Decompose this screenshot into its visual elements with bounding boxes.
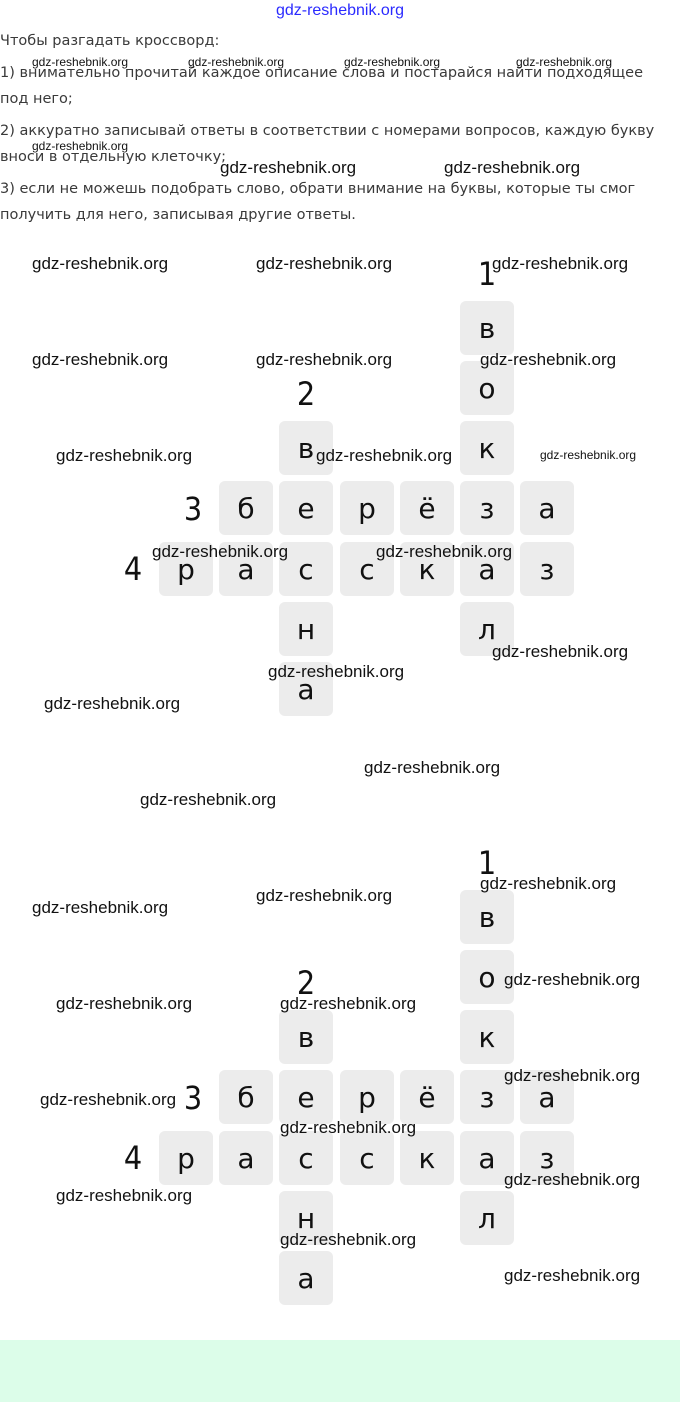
cell: з [520,1131,574,1185]
watermark: gdz-reshebnik.org [44,694,181,713]
watermark: gdz-reshebnik.org [32,350,169,369]
cell: ё [400,481,454,535]
cell: н [279,602,333,656]
instruction-step-1: 1) внимательно прочитай каждое описание слова и постарайся найти подходящее под него; [0,65,644,107]
cell: л [460,1191,514,1245]
watermark: gdz-reshebnik.org [540,448,637,462]
watermark: gdz-reshebnik.org [140,790,277,809]
clue-number-1: 1 [477,844,497,882]
instructions-heading: Чтобы разгадать кроссворд: [0,33,220,49]
cell: в [460,301,514,355]
watermark: gdz-reshebnik.org [444,158,581,177]
watermark: gdz-reshebnik.org [480,874,617,893]
watermark: gdz-reshebnik.org [504,970,641,989]
watermark: gdz-reshebnik.org [364,758,501,777]
cell: в [279,421,333,475]
watermark: gdz-reshebnik.org [344,55,441,69]
cell: в [460,890,514,944]
watermark: gdz-reshebnik.org [504,1170,641,1189]
clue-number-2: 2 [296,964,316,1002]
cell: е [279,1070,333,1124]
clue-number-3: 3 [183,1079,203,1117]
watermark: gdz-reshebnik.org [152,542,289,561]
cell: р [159,542,213,596]
cell: к [460,421,514,475]
watermark: gdz-reshebnik.org [504,1266,641,1285]
cell: а [460,542,514,596]
watermark: gdz-reshebnik.org [32,254,169,273]
cell: н [279,1191,333,1245]
cell: а [460,1131,514,1185]
cell: о [460,361,514,415]
watermark: gdz-reshebnik.org [480,350,617,369]
watermark: gdz-reshebnik.org [256,886,393,905]
cell: з [460,481,514,535]
cell: з [460,1070,514,1124]
watermark: gdz-reshebnik.org [316,446,453,465]
watermark: gdz-reshebnik.org [492,642,629,661]
watermark: gdz-reshebnik.org [256,350,393,369]
watermark: gdz-reshebnik.org [56,994,193,1013]
cell: з [520,542,574,596]
instruction-step-3: 3) если не можешь подобрать слово, обрати внимание на буквы, которые ты смог получить для него, записывая другие ответы. [0,181,636,223]
cell: а [219,542,273,596]
watermark: gdz-reshebnik.org [516,55,613,69]
clue-number-2: 2 [296,375,316,413]
watermark: gdz-reshebnik.org [32,139,129,153]
cell: а [520,1070,574,1124]
cell: ё [400,1070,454,1124]
cell: к [400,542,454,596]
cell: а [520,481,574,535]
cell: в [279,1010,333,1064]
clue-number-1: 1 [477,255,497,293]
watermark: gdz-reshebnik.org [280,994,417,1013]
site-title[interactable]: gdz-reshebnik.org [275,2,405,19]
cell: а [279,1251,333,1305]
watermark: gdz-reshebnik.org [220,158,357,177]
cell: р [159,1131,213,1185]
cell: л [460,602,514,656]
cell: а [279,662,333,716]
cell: р [340,1070,394,1124]
watermark: gdz-reshebnik.org [492,254,629,273]
cell: е [279,481,333,535]
watermark: gdz-reshebnik.org [504,1066,641,1085]
cell: с [279,1131,333,1185]
watermark: gdz-reshebnik.org [256,254,393,273]
watermark: gdz-reshebnik.org [280,1230,417,1249]
cell: к [400,1131,454,1185]
watermark: gdz-reshebnik.org [188,55,285,69]
watermark: gdz-reshebnik.org [56,446,193,465]
cell: с [340,1131,394,1185]
clue-number-4: 4 [123,550,143,588]
watermark: gdz-reshebnik.org [32,898,169,917]
watermark: gdz-reshebnik.org [40,1090,177,1109]
cell: б [219,1070,273,1124]
watermark: gdz-reshebnik.org [32,55,129,69]
cell: с [279,542,333,596]
clue-number-3: 3 [183,490,203,528]
cell: к [460,1010,514,1064]
instruction-step-2: 2) аккуратно записывай ответы в соответствии с номерами вопросов, каждую букву вноси в отдельную клеточку; [0,123,655,165]
cell: а [219,1131,273,1185]
footer-band [0,1340,680,1402]
cell: б [219,481,273,535]
clue-number-4: 4 [123,1139,143,1177]
watermark: gdz-reshebnik.org [56,1186,193,1205]
watermark: gdz-reshebnik.org [376,542,513,561]
cell: с [340,542,394,596]
cell: о [460,950,514,1004]
watermark: gdz-reshebnik.org [280,1118,417,1137]
cell: р [340,481,394,535]
watermark: gdz-reshebnik.org [268,662,405,681]
